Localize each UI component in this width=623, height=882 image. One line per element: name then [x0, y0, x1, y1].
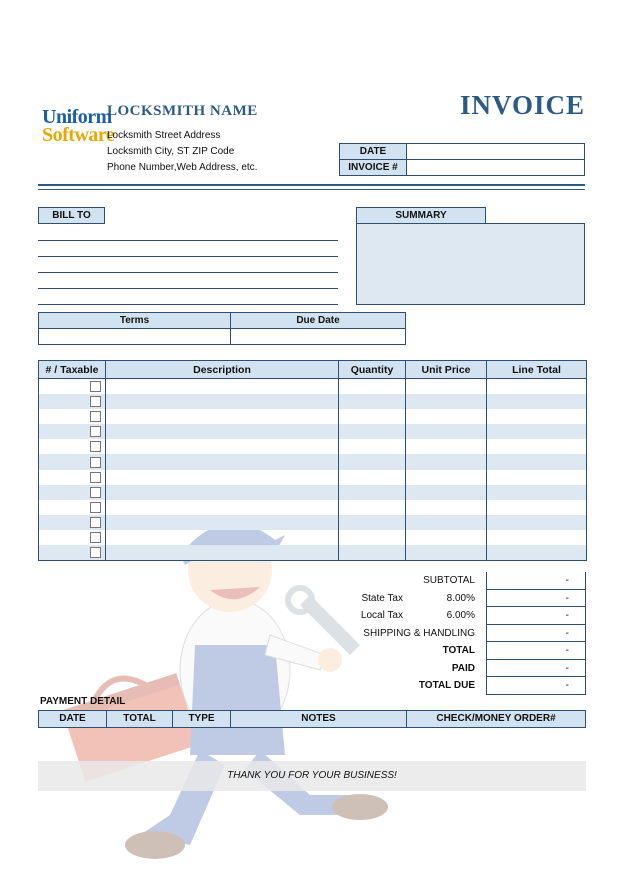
payment-col-check: CHECK/MONEY ORDER# [407, 711, 585, 727]
line-items-table [38, 360, 587, 561]
unit-price-cell[interactable] [406, 379, 487, 395]
company-contact: Phone Number,Web Address, etc. [107, 162, 258, 173]
col-line-total: Line Total [487, 361, 587, 379]
unit-price-cell[interactable] [406, 545, 487, 561]
taxable-cell[interactable] [39, 424, 106, 439]
quantity-cell[interactable] [339, 409, 406, 424]
quantity-cell[interactable] [339, 500, 406, 515]
logo-software: Software [42, 124, 115, 146]
bill-to-line-4[interactable] [38, 288, 338, 289]
unit-price-cell[interactable] [406, 530, 487, 545]
table-row [39, 545, 587, 561]
taxable-cell[interactable] [39, 485, 106, 500]
taxable-checkbox[interactable] [90, 502, 101, 513]
thank-you-message: THANK YOU FOR YOUR BUSINESS! [227, 770, 397, 781]
company-street: Locksmith Street Address [107, 130, 221, 141]
unit-price-cell[interactable] [406, 424, 487, 439]
due-date-field[interactable] [230, 328, 406, 345]
total-value[interactable]: - [486, 625, 586, 643]
total-label: TOTAL [442, 645, 475, 656]
col-quantity: Quantity [339, 361, 406, 379]
taxable-cell[interactable] [39, 500, 106, 515]
quantity-cell[interactable] [339, 470, 406, 485]
payment-col-type: TYPE [173, 711, 231, 727]
table-row [39, 379, 587, 395]
taxable-checkbox[interactable] [90, 426, 101, 437]
unit-price-cell[interactable] [406, 394, 487, 409]
bill-to-line-3[interactable] [38, 272, 338, 273]
payment-col-date: DATE [39, 711, 107, 727]
table-row [39, 394, 587, 409]
total-value[interactable]: - [486, 642, 586, 660]
description-cell[interactable] [106, 409, 339, 424]
quantity-cell[interactable] [339, 515, 406, 530]
description-cell[interactable] [106, 379, 339, 395]
tax-rate: 6.00% [446, 610, 475, 621]
line-total-cell[interactable] [487, 485, 587, 500]
bill-to-line-5[interactable] [38, 304, 338, 305]
description-cell[interactable] [106, 439, 339, 454]
taxable-cell[interactable] [39, 470, 106, 485]
payment-detail-title: PAYMENT DETAIL [40, 696, 126, 707]
quantity-cell[interactable] [339, 530, 406, 545]
table-row [39, 500, 587, 515]
terms-label: Terms [38, 312, 231, 329]
col-description: Description [106, 361, 339, 379]
unit-price-cell[interactable] [406, 515, 487, 530]
invoice-title: INVOICE [460, 90, 585, 120]
description-cell[interactable] [106, 424, 339, 439]
taxable-checkbox[interactable] [90, 472, 101, 483]
taxable-checkbox[interactable] [90, 441, 101, 452]
taxable-cell[interactable] [39, 545, 106, 561]
table-row [39, 454, 587, 469]
summary-box[interactable] [356, 223, 585, 305]
quantity-cell[interactable] [339, 439, 406, 454]
description-cell[interactable] [106, 500, 339, 515]
header-divider [38, 184, 585, 190]
table-row [39, 470, 587, 485]
description-cell[interactable] [106, 394, 339, 409]
total-label: State Tax [361, 592, 403, 604]
line-total-cell[interactable] [487, 545, 587, 561]
bill-to-line-2[interactable] [38, 256, 338, 257]
taxable-cell[interactable] [39, 409, 106, 424]
bill-to-label: BILL TO [38, 207, 105, 224]
total-value[interactable]: - [486, 572, 586, 590]
description-cell[interactable] [106, 454, 339, 469]
unit-price-cell[interactable] [406, 500, 487, 515]
description-cell[interactable] [106, 530, 339, 545]
quantity-cell[interactable] [339, 424, 406, 439]
invoice-number-label: INVOICE # [339, 159, 407, 176]
unit-price-cell[interactable] [406, 454, 487, 469]
total-value[interactable]: - [486, 607, 586, 625]
col-unit-price: Unit Price [406, 361, 487, 379]
taxable-cell[interactable] [39, 530, 106, 545]
total-label: TOTAL DUE [418, 680, 475, 691]
line-total-cell[interactable] [487, 470, 587, 485]
payment-col-total: TOTAL [107, 711, 173, 727]
quantity-cell[interactable] [339, 379, 406, 395]
table-row [39, 530, 587, 545]
unit-price-cell[interactable] [406, 409, 487, 424]
line-total-cell[interactable] [487, 394, 587, 409]
date-label: DATE [339, 143, 407, 160]
line-total-cell[interactable] [487, 424, 587, 439]
quantity-cell[interactable] [339, 545, 406, 561]
items-header-row [39, 361, 587, 379]
total-label: Local Tax [360, 610, 403, 621]
line-total-cell[interactable] [487, 530, 587, 545]
table-row [39, 439, 587, 454]
taxable-checkbox[interactable] [90, 487, 101, 498]
description-cell[interactable] [106, 485, 339, 500]
taxable-checkbox[interactable] [90, 411, 101, 422]
col-number-taxable: # / Taxable [39, 361, 106, 379]
taxable-cell[interactable] [39, 454, 106, 469]
quantity-cell[interactable] [339, 485, 406, 500]
company-city: Locksmith City, ST ZIP Code [107, 146, 235, 157]
taxable-checkbox[interactable] [90, 547, 101, 558]
invoice-number-field[interactable] [406, 159, 585, 176]
taxable-cell[interactable] [39, 394, 106, 409]
quantity-cell[interactable] [339, 394, 406, 409]
line-total-cell[interactable] [487, 515, 587, 530]
payment-col-notes: NOTES [231, 711, 407, 727]
description-cell[interactable] [106, 470, 339, 485]
table-row [39, 409, 587, 424]
taxable-cell[interactable] [39, 379, 106, 395]
table-row [39, 424, 587, 439]
tax-rate: 8.00% [446, 592, 475, 604]
taxable-checkbox[interactable] [90, 396, 101, 407]
payment-detail-header [38, 710, 586, 728]
summary-label: SUMMARY [356, 207, 486, 224]
line-total-cell[interactable] [487, 500, 587, 515]
total-label: SUBTOTAL [423, 575, 475, 586]
company-name: LOCKSMITH NAME [107, 103, 258, 119]
total-value[interactable]: - [486, 660, 586, 678]
date-field[interactable] [406, 143, 585, 160]
unit-price-cell[interactable] [406, 485, 487, 500]
taxable-cell[interactable] [39, 515, 106, 530]
taxable-checkbox[interactable] [90, 532, 101, 543]
unit-price-cell[interactable] [406, 470, 487, 485]
description-cell[interactable] [106, 515, 339, 530]
taxable-checkbox[interactable] [90, 381, 101, 392]
taxable-checkbox[interactable] [90, 517, 101, 528]
line-total-cell[interactable] [487, 379, 587, 395]
table-row [39, 515, 587, 530]
line-total-cell[interactable] [487, 454, 587, 469]
total-value[interactable]: - [486, 590, 586, 608]
taxable-checkbox[interactable] [90, 457, 101, 468]
bill-to-line-1[interactable] [38, 240, 338, 241]
line-total-cell[interactable] [487, 439, 587, 454]
total-value[interactable]: - [486, 677, 586, 695]
due-date-label: Due Date [230, 312, 406, 329]
line-total-cell[interactable] [487, 409, 587, 424]
total-label: SHIPPING & HANDLING [363, 627, 475, 639]
description-cell[interactable] [106, 545, 339, 561]
quantity-cell[interactable] [339, 454, 406, 469]
logo-uniform: Uniform [42, 106, 112, 128]
taxable-cell[interactable] [39, 439, 106, 454]
total-label: PAID [451, 662, 475, 674]
table-row [39, 485, 587, 500]
terms-field[interactable] [38, 328, 231, 345]
unit-price-cell[interactable] [406, 439, 487, 454]
